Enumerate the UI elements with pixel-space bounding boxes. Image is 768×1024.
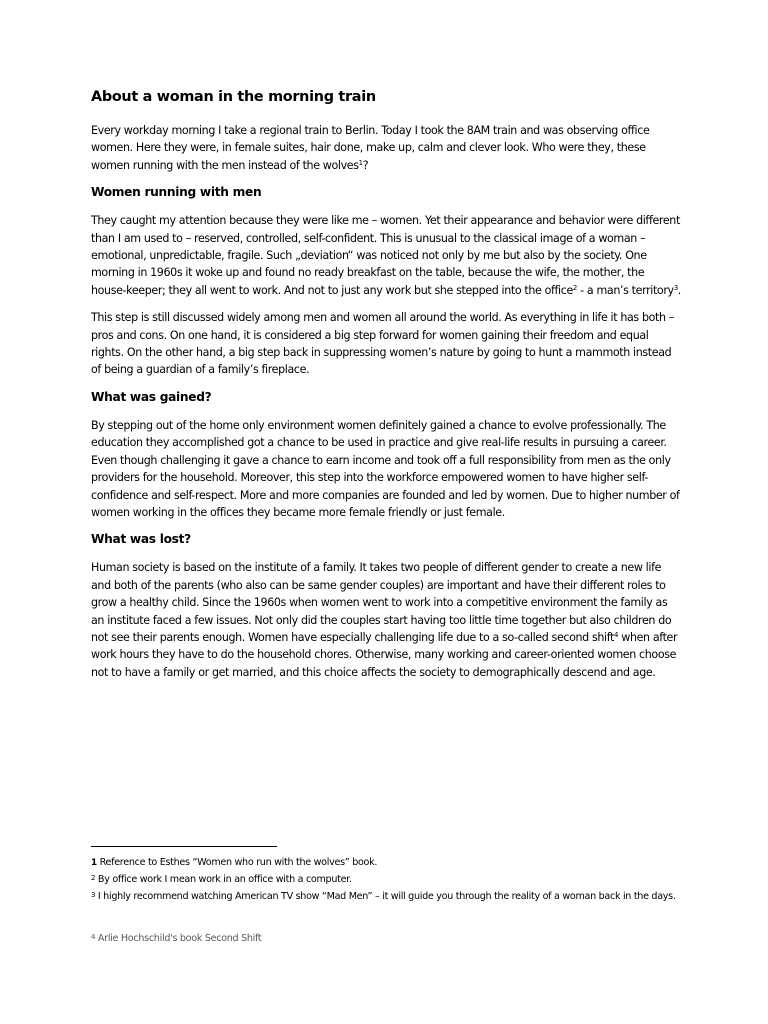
footnote-text: Arlie Hochschild's book Second Shift: [95, 933, 262, 944]
section2-paragraph-1: By stepping out of the home only environment women definitely gained a chance to evolve professionally. The education they accomplished got a chance to be used in practice and give real-life results in pursuing a career. Even though challenging it gave a chance to earn income and took off a full responsibility from men as the only providers for the household. Moreover, this step into the workforce empowered women to have higher self-confidence and self-respect. More and more companies are founded and led by women. Due to higher number of women working in the offices they became more female friendly or just female.: [91, 418, 680, 519]
section3-paragraph-1: [91, 559, 681, 681]
section-heading-women-running: Women running with men: [91, 185, 262, 200]
document-title: About a woman in the morning train: [91, 89, 376, 105]
footnote-separator: [91, 846, 277, 847]
section1-paragraph-2: This step is still discussed widely among men and women all around the world. As everything in life it has both – pros and cons. On one hand, it is considered a big step forward for women gaining their freedom and equal rights. On the other hand, a big step back in suppressing women’s nature by going to hunt a mammoth instead of being a guardian of a family’s fireplace.: [91, 311, 674, 377]
footnote-3: [91, 888, 681, 904]
intro-text-end: ?: [362, 158, 369, 172]
footnote-ref-2[interactable]: 2: [572, 283, 577, 292]
section1-p1-text: They caught my attention because they were like me – women. Yet their appearance and behavior were different than I am used to – reserved, controlled, self-confident. This is unusual to the classical image of a woman – emotional, unpredictable, fragile. Such „deviation“ was noticed not only by me but also by the society. One morning in 1960s it woke up and found no ready breakfast on the table, because the wife, the mother, the house-keeper; they all went to work. And not to just any work but she stepped into the office: [91, 214, 680, 297]
footnote-text: Reference to Esthes “Women who run with the wolves” book.: [96, 857, 378, 868]
footnote-number: 2: [91, 874, 96, 883]
footnote-1: [91, 855, 681, 871]
footnotes: [91, 855, 681, 904]
footnote-text: By office work I mean work in an office with a computer.: [95, 874, 352, 886]
footnote-number: 1: [91, 858, 97, 868]
section1-p1-text-2: - a man’s territory: [577, 283, 674, 297]
section-heading-what-was-gained: What was gained?: [91, 389, 212, 404]
footnote-4: [91, 930, 681, 946]
section-heading-what-was-lost: What was lost?: [91, 532, 191, 547]
intro-paragraph: [91, 122, 681, 174]
footnote-number: 3: [91, 890, 96, 899]
section3-p1-text: Human society is based on the institute of a family. It takes two people of different gender to create a new life and both of the parents (who also can be same gender couples) are important and have their different roles to grow a healthy child. Since the 1960s when women went to work into a competitive environment the family as an institute faced a few issues. Not only did the couples start having too little time together but also children do not see their parents enough. Women have especially challenging life due to a so-called second shift: [91, 561, 672, 644]
footnote-ref-3[interactable]: 3: [673, 283, 678, 292]
footnote-ref-4[interactable]: 4: [614, 630, 619, 639]
footnote-ref-1[interactable]: 1: [358, 158, 363, 167]
footnote-text: I highly recommend watching American TV show “Mad Men” – it will guide you through the reality of a woman back in the days.: [95, 890, 676, 902]
intro-text: Every workday morning I take a regional train to Berlin. Today I took the 8AM train and was observing office women. Here they were, in female suites, hair done, make up, calm and clever look. Who were they, these women running with the men instead of the wolves: [91, 124, 650, 172]
section1-paragraph-1: [91, 212, 681, 299]
footnote-number: 4: [91, 933, 96, 941]
section3-p1-text-2: when after work hours they have to do the household chores. Otherwise, many working and career-oriented women choose not to have a family or get married, and this choice affects the society to demographically descend and age.: [91, 630, 678, 679]
section1-p1-text-3: .: [677, 283, 681, 297]
footnote-2: [91, 871, 681, 887]
document-body: [91, 88, 681, 691]
